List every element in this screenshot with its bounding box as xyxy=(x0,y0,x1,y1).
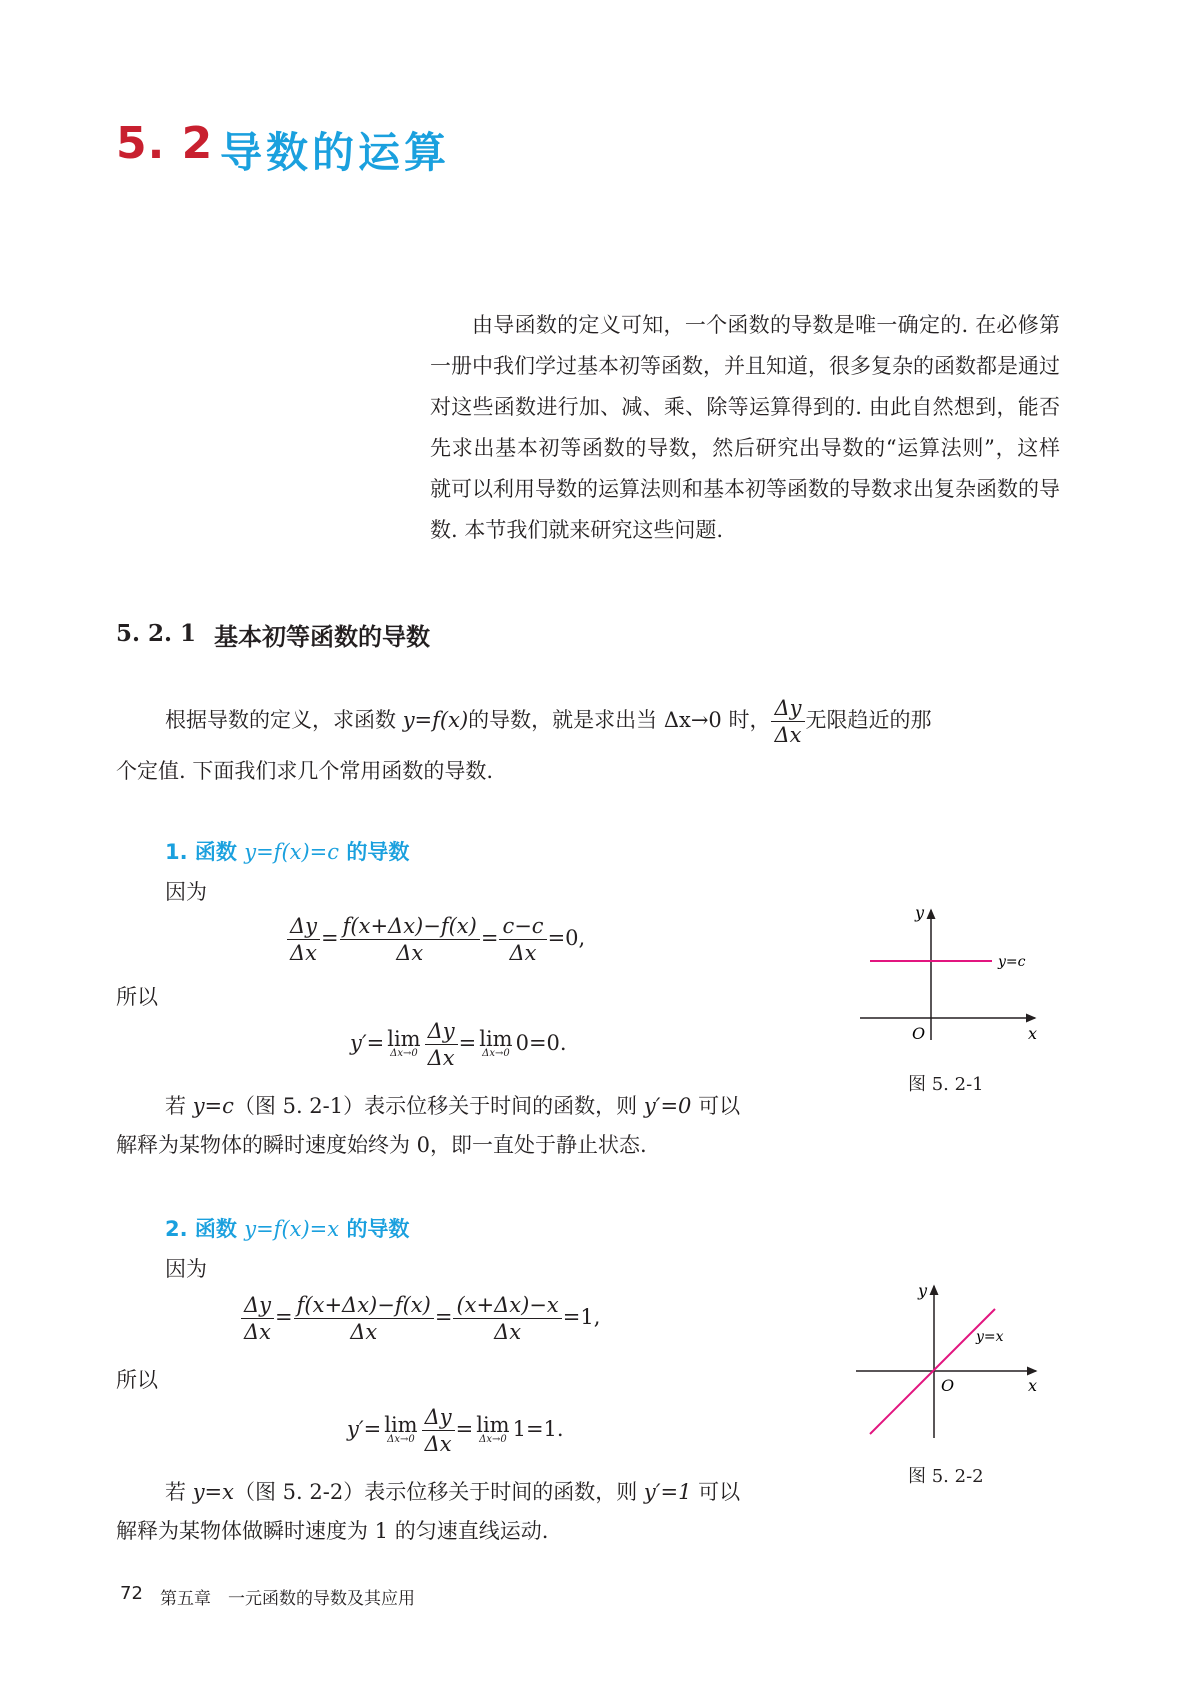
function-expr: y=f(x)=c xyxy=(244,840,340,864)
so-label: 所以 xyxy=(116,1368,158,1392)
origin-label: O xyxy=(941,1376,955,1395)
intro-paragraph xyxy=(430,305,1060,551)
derivative-lhs: y′= xyxy=(347,1417,382,1441)
text-span: 可以 xyxy=(691,1480,741,1504)
item2-derivative-limit xyxy=(347,1404,564,1457)
definition-paragraph-line1 xyxy=(165,695,932,748)
ratio-fraction xyxy=(771,695,804,748)
lim-subscript: Δx→0 xyxy=(482,1047,510,1059)
text-span: 无限趋近的那 xyxy=(805,708,932,732)
figure-caption: 图 5. 2-2 xyxy=(908,1466,984,1487)
text-span: 根据导数的定义，求函数 xyxy=(165,708,403,732)
x-axis-label: x xyxy=(1028,1024,1038,1043)
equals-sign: = xyxy=(458,1031,477,1055)
fraction-denominator: Δx xyxy=(241,1318,274,1345)
lim-text: lim xyxy=(479,1026,513,1051)
section-title: 导数的运算 xyxy=(220,128,451,177)
fraction-numerator: (x+Δx)−x xyxy=(456,1293,559,1317)
text-span: 若 xyxy=(165,1480,193,1504)
subsection-number: 5. 2. 1 xyxy=(116,620,197,647)
fraction-denominator: Δx xyxy=(453,1318,561,1345)
item1-interpretation-line1 xyxy=(165,1092,740,1120)
fraction-numerator: f(x+Δx)−f(x) xyxy=(296,1293,431,1317)
x-axis-label: x xyxy=(1028,1376,1038,1395)
formula-tail: =0, xyxy=(547,926,586,950)
limit-operator xyxy=(476,1412,510,1446)
figure-5-2-1 xyxy=(850,900,1050,1060)
fraction-denominator: Δx xyxy=(287,939,320,966)
origin-label: O xyxy=(912,1024,926,1043)
line-label: y=x xyxy=(976,1329,1004,1345)
figure-5-2-2 xyxy=(848,1278,1048,1453)
item-number: 2. xyxy=(165,1217,188,1241)
page-number: 72 xyxy=(120,1583,143,1604)
limit-operator xyxy=(384,1412,418,1446)
text-span: 的导数 xyxy=(346,840,410,864)
derivative-lhs: y′= xyxy=(350,1031,385,1055)
derivative-expr: y′=1 xyxy=(643,1480,692,1504)
item1-heading xyxy=(165,836,409,866)
fraction-numerator: f(x+Δx)−f(x) xyxy=(342,914,477,938)
fraction-denominator: Δx xyxy=(771,721,804,748)
fraction-numerator: Δy xyxy=(774,696,802,720)
function-expr: y=x xyxy=(192,1480,234,1504)
fraction-numerator: Δy xyxy=(427,1019,455,1043)
item1-difference-quotient: $\frac{\Delta y}{\Delta x}$ = $\frac{f(x+\Delta x)-f(x)}{\Delta x}$ = $\frac{c-c}{\Delta x}$ =0, xyxy=(286,913,585,966)
figure-caption: 图 5. 2-1 xyxy=(908,1074,984,1095)
fraction-denominator: Δx xyxy=(340,939,480,966)
function-expr: y=f(x)=x xyxy=(244,1217,340,1241)
text-span: 函数 xyxy=(194,1217,237,1241)
item2-heading xyxy=(165,1213,409,1243)
limit-operator xyxy=(387,1026,421,1060)
fraction-numerator: Δy xyxy=(244,1293,272,1317)
definition-paragraph-line2: 个定值. 下面我们求几个常用函数的导数. xyxy=(116,759,494,783)
text-span: （图 5. 2-2）表示位移关于时间的函数，则 xyxy=(234,1480,644,1504)
y-axis-label: y xyxy=(918,1281,928,1300)
text-span: 的导数，就是求出当 Δx→0 时， xyxy=(468,708,771,732)
text-span: 可以 xyxy=(691,1094,741,1118)
section-number: 5. 2 xyxy=(116,118,214,169)
text-span: 若 xyxy=(165,1094,193,1118)
item2-difference-quotient: $\frac{\Delta y}{\Delta x}$ = $\frac{f(x+\Delta x)-f(x)}{\Delta x}$ = $\frac{(x+\Delta x)-x}{\Delta x}$ =1, xyxy=(240,1292,600,1345)
chapter-footer: 第五章 一元函数的导数及其应用 xyxy=(160,1589,415,1609)
derivative-rhs: 1=1. xyxy=(512,1417,564,1441)
because-label: 因为 xyxy=(165,880,207,904)
lim-subscript: Δx→0 xyxy=(479,1433,507,1445)
item1-derivative-limit xyxy=(350,1018,567,1071)
text-span: 的导数 xyxy=(346,1217,410,1241)
limit-operator xyxy=(479,1026,513,1060)
lim-text: lim xyxy=(387,1026,421,1051)
lim-text: lim xyxy=(384,1412,418,1437)
subsection-title: 基本初等函数的导数 xyxy=(214,623,430,651)
fraction-numerator: c−c xyxy=(502,914,544,938)
text-span: 函数 xyxy=(194,840,237,864)
function-expr: y=f(x) xyxy=(402,708,469,732)
derivative-expr: y′=0 xyxy=(643,1094,692,1118)
item1-interpretation-line2: 解释为某物体的瞬时速度始终为 0，即一直处于静止状态. xyxy=(116,1133,647,1157)
lim-text: lim xyxy=(476,1412,510,1437)
item-number: 1. xyxy=(165,840,188,864)
function-expr: y=c xyxy=(192,1094,234,1118)
because-label: 因为 xyxy=(165,1257,207,1281)
fraction-denominator: Δx xyxy=(499,939,546,966)
equals-sign: = xyxy=(455,1417,474,1441)
intro-text: 由导函数的定义可知，一个函数的导数是唯一确定的. 在必修第一册中我们学过基本初等函数，并且知道，很多复杂的函数都是通过对这些函数进行加、减、乘、除等运算得到的. 由此自然想到，能否先求出基本初等函数的导数，然后研究出导数的“运算法则”，这样就可以利用导数的运算法则和基本初等函数的导数求出复杂函数的导数. 本节我们就来研究这些问题. xyxy=(430,313,1060,542)
so-label: 所以 xyxy=(116,985,158,1009)
fraction-denominator: Δx xyxy=(422,1430,455,1457)
item2-interpretation-line1 xyxy=(165,1478,740,1506)
fraction-numerator: Δy xyxy=(424,1405,452,1429)
formula-tail: =1, xyxy=(562,1305,601,1329)
fraction-denominator: Δx xyxy=(425,1044,458,1071)
lim-subscript: Δx→0 xyxy=(387,1433,415,1445)
fraction-numerator: Δy xyxy=(290,914,318,938)
line-label: y=c xyxy=(998,954,1026,970)
lim-subscript: Δx→0 xyxy=(390,1047,418,1059)
item2-interpretation-line2: 解释为某物体做瞬时速度为 1 的匀速直线运动. xyxy=(116,1519,549,1543)
y-axis-label: y xyxy=(915,903,925,922)
derivative-rhs: 0=0. xyxy=(515,1031,567,1055)
text-span: （图 5. 2-1）表示位移关于时间的函数，则 xyxy=(233,1094,644,1118)
fraction-denominator: Δx xyxy=(294,1318,434,1345)
